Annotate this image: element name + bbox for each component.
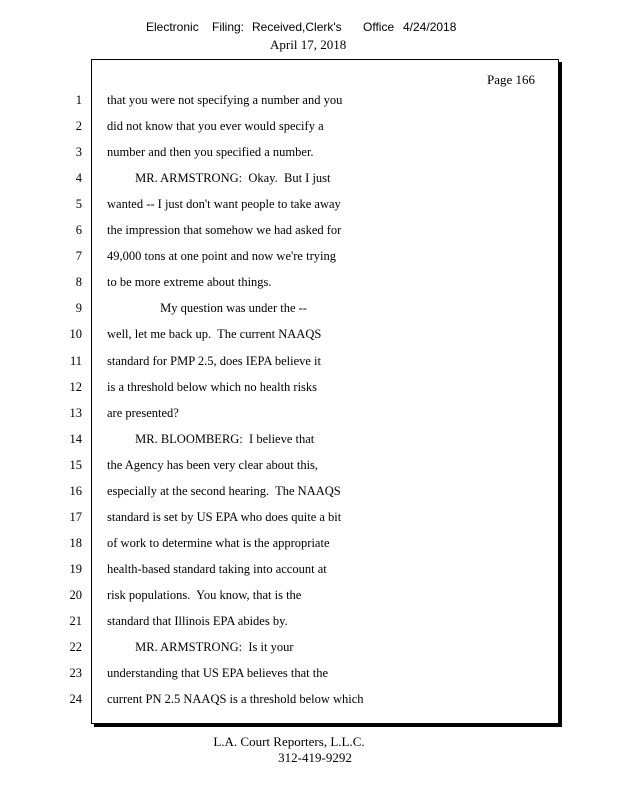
line-text: My question was under the -- — [107, 301, 307, 316]
transcript-line — [0, 223, 618, 249]
line-number: 21 — [69, 614, 82, 628]
filing-stamp-word: Electronic — [146, 20, 199, 34]
line-number: 1 — [75, 93, 82, 107]
transcript-date: April 17, 2018 — [270, 37, 347, 52]
filing-stamp-word: Received,Clerk's — [252, 20, 342, 34]
line-text: standard for PMP 2.5, does IEPA believe it — [107, 353, 321, 368]
transcript-line — [0, 249, 618, 275]
line-number: 16 — [69, 483, 82, 498]
line-number: 22 — [69, 640, 82, 655]
line-text: standard is set by US EPA who does quite a bit — [107, 509, 342, 524]
line-text: well, let me back up. The current NAAQS — [107, 327, 322, 342]
transcript-line — [0, 562, 618, 588]
line-number: 5 — [75, 197, 82, 212]
line-number: 18 — [69, 535, 82, 550]
line-text: to be more extreme about things. — [107, 275, 272, 290]
transcript-line — [0, 145, 618, 171]
line-text: MR. ARMSTRONG: Okay. But I just — [107, 171, 331, 186]
page-number: Page 166 — [487, 72, 536, 87]
line-text: are presented? — [107, 405, 179, 420]
transcript-line — [0, 692, 618, 718]
line-number: 8 — [75, 275, 82, 290]
transcript-line — [0, 666, 618, 692]
transcript-line — [0, 588, 618, 614]
line-number: 6 — [75, 223, 82, 238]
line-text: is a threshold below which no health risks — [107, 379, 318, 394]
line-number: 4 — [75, 171, 82, 186]
line-text: health-based standard taking into account at — [107, 561, 327, 576]
transcript-line — [0, 458, 618, 484]
transcript-line — [0, 354, 618, 380]
transcript-line — [0, 197, 618, 223]
line-number: 17 — [69, 509, 82, 524]
line-text: understanding that US EPA believes that the — [107, 666, 329, 681]
line-text: MR. BLOOMBERG: I believe that — [107, 431, 315, 446]
line-number: 19 — [69, 561, 82, 576]
line-number: 3 — [75, 145, 82, 160]
line-text: standard that Illinois EPA abides by. — [107, 614, 288, 628]
line-number: 10 — [69, 327, 82, 342]
filing-stamp — [0, 20, 618, 38]
line-text: that you were not specifying a number and you — [107, 93, 343, 107]
transcript-line — [0, 640, 618, 666]
line-text: number and then you specified a number. — [107, 145, 314, 160]
line-text: wanted -- I just don't want people to take away — [107, 197, 341, 212]
transcript-line — [0, 536, 618, 562]
line-text: the impression that somehow we had asked for — [107, 223, 342, 238]
line-text: 49,000 tons at one point and now we're trying — [107, 249, 336, 264]
transcript-line — [0, 432, 618, 458]
transcript-line — [0, 275, 618, 301]
line-number: 23 — [69, 666, 82, 681]
transcript-line — [0, 510, 618, 536]
transcript-line — [0, 301, 618, 327]
line-number: 24 — [69, 692, 82, 707]
transcript-line — [0, 380, 618, 406]
line-number: 15 — [69, 457, 82, 472]
line-text: did not know that you ever would specify a — [107, 119, 324, 134]
transcript-line — [0, 406, 618, 432]
filing-stamp-word: Filing: — [212, 20, 245, 34]
transcript-line — [0, 93, 618, 119]
reporter-phone: 312-419-9292 — [278, 750, 352, 765]
transcript-line — [0, 171, 618, 197]
line-number: 9 — [75, 301, 82, 316]
line-number: 11 — [69, 353, 82, 368]
line-number: 13 — [69, 405, 82, 420]
line-number: 2 — [75, 119, 82, 134]
line-number: 20 — [69, 587, 82, 602]
filing-stamp-word: Office — [363, 20, 395, 34]
transcript-line — [0, 614, 618, 640]
transcript-line — [0, 484, 618, 510]
line-number: 14 — [69, 431, 82, 446]
line-number: 12 — [69, 379, 82, 394]
transcript-line — [0, 327, 618, 353]
line-text: the Agency has been very clear about this, — [107, 457, 319, 472]
line-text: current PN 2.5 NAAQS is a threshold below which — [107, 692, 364, 707]
filing-stamp-date: 4/24/2018 — [403, 20, 457, 34]
line-text: MR. ARMSTRONG: Is it your — [107, 640, 294, 655]
line-text: especially at the second hearing. The NAAQS — [107, 483, 341, 498]
transcript-line — [0, 119, 618, 145]
line-number: 7 — [75, 249, 82, 264]
reporter-company: L.A. Court Reporters, L.L.C. — [213, 734, 365, 749]
line-text: risk populations. You know, that is the — [107, 587, 302, 602]
line-text: of work to determine what is the appropriate — [107, 535, 330, 550]
